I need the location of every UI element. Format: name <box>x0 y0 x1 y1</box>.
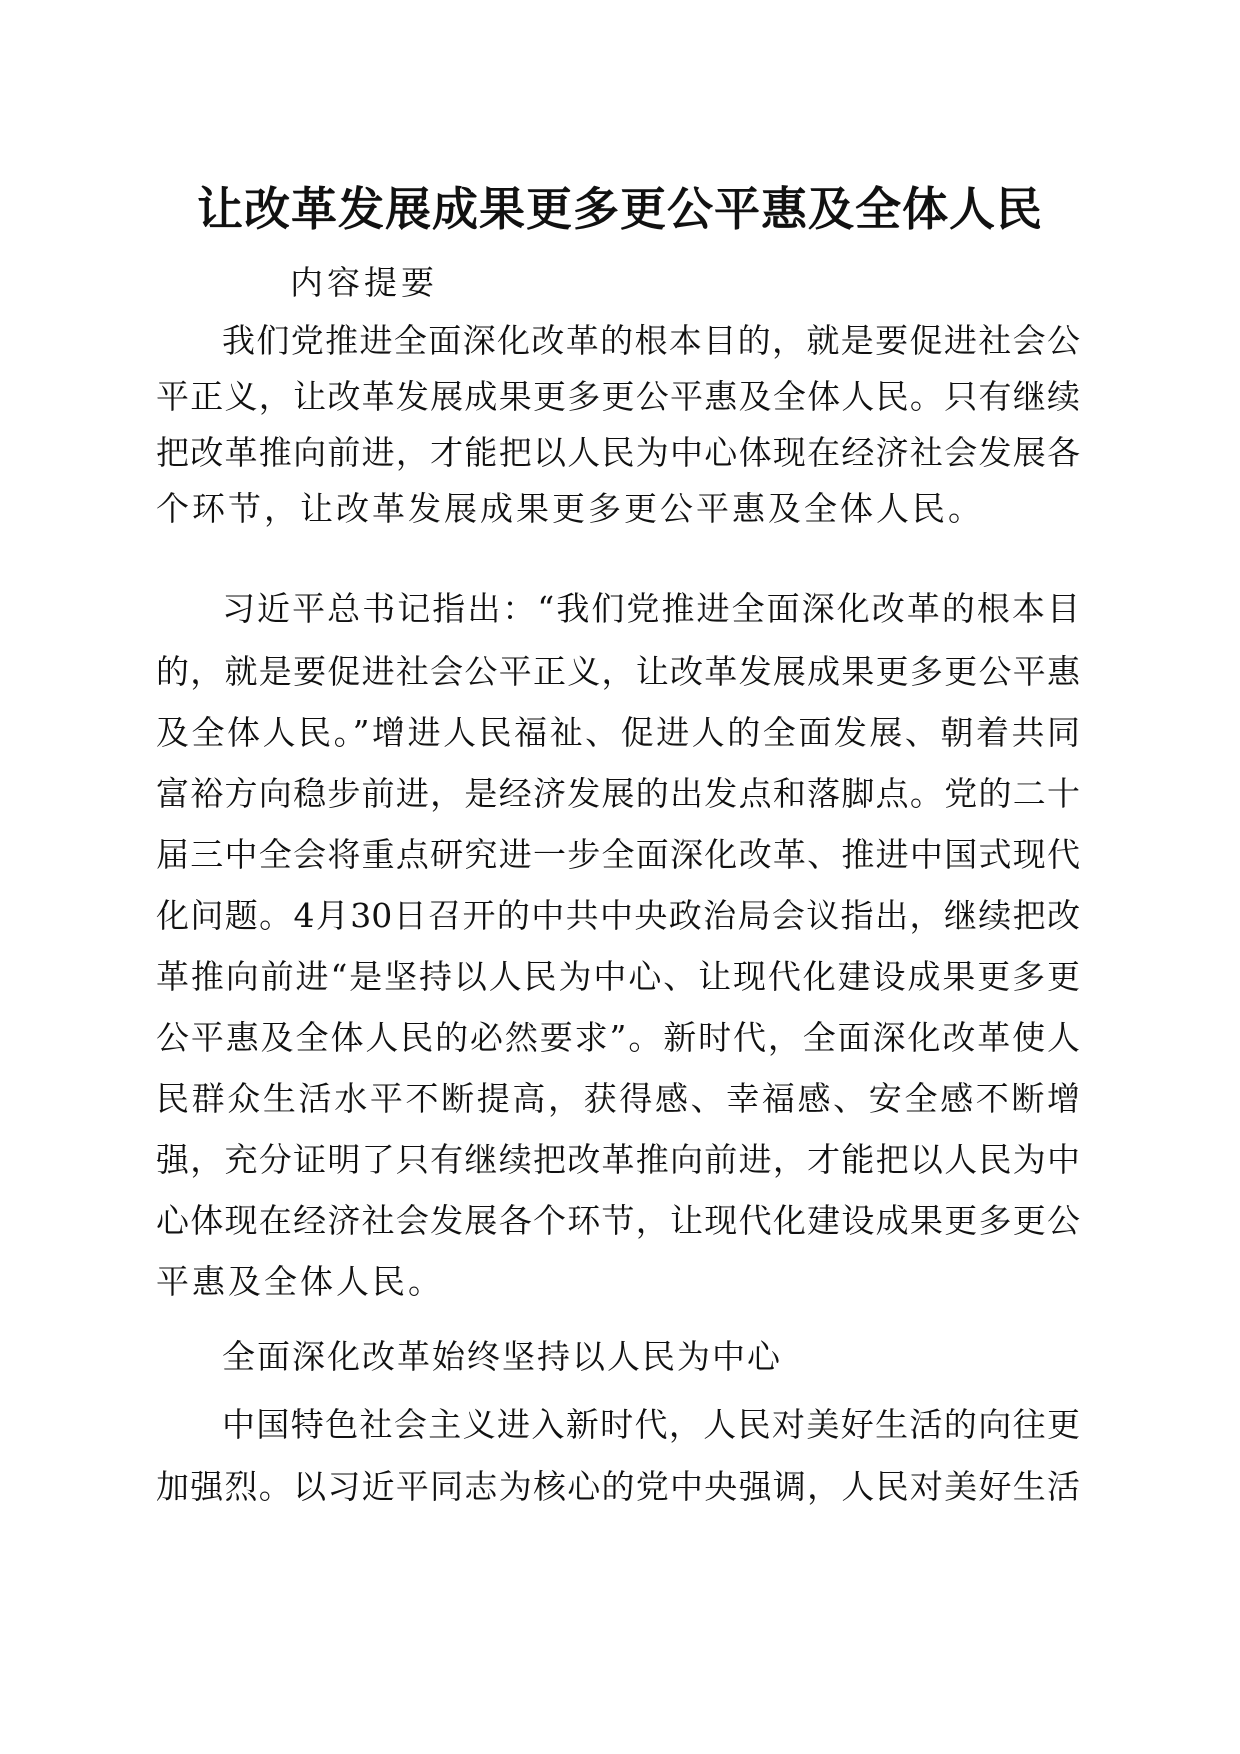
paragraph-line: 平惠及全体人民。 <box>156 1262 444 1301</box>
paragraph-line: 个环节，让改革发展成果更多更公平惠及全体人民。 <box>156 489 984 528</box>
paragraph-line: 我们党推进全面深化改革的根本目的，就是要促进社会公 <box>222 321 1080 360</box>
paragraph-line: 心体现在经济社会发展各个环节，让现代化建设成果更多更公 <box>156 1201 1080 1240</box>
paragraph-line: 届三中全会将重点研究进一步全面深化改革、推进中国式现代 <box>156 835 1080 874</box>
paragraph-line: 的，就是要促进社会公平正义，让改革发展成果更多更公平惠 <box>156 652 1080 691</box>
paragraph-line: 化问题。4月30日召开的中共中央政治局会议指出，继续把改 <box>156 896 1080 935</box>
document-title: 让改革发展成果更多更公平惠及全体人民 <box>197 182 1043 236</box>
paragraph-line: 富裕方向稳步前进，是经济发展的出发点和落脚点。党的二十 <box>156 774 1080 813</box>
paragraph-line: 把改革推向前进，才能把以人民为中心体现在经济社会发展各 <box>156 433 1080 472</box>
paragraph-line: 及全体人民。”增进人民福祉、促进人的全面发展、朝着共同 <box>156 713 1080 752</box>
paragraph-line: 加强烈。以习近平同志为核心的党中央强调，人民对美好生活 <box>156 1467 1080 1506</box>
section-heading: 全面深化改革始终坚持以人民为中心 <box>222 1337 782 1376</box>
paragraph-line: 民群众生活水平不断提高，获得感、幸福感、安全感不断增 <box>156 1079 1080 1118</box>
paragraph-line: 强，充分证明了只有继续把改革推向前进，才能把以人民为中 <box>156 1140 1080 1179</box>
summary-label: 内容提要 <box>290 263 438 302</box>
paragraph-line: 革推向前进“是坚持以人民为中心、让现代化建设成果更多更 <box>156 957 1080 996</box>
paragraph-line: 习近平总书记指出：“我们党推进全面深化改革的根本目 <box>222 589 1080 628</box>
paragraph-line: 公平惠及全体人民的必然要求”。新时代，全面深化改革使人 <box>156 1018 1080 1057</box>
paragraph-line: 中国特色社会主义进入新时代，人民对美好生活的向往更 <box>222 1405 1080 1444</box>
paragraph-line: 平正义，让改革发展成果更多更公平惠及全体人民。只有继续 <box>156 377 1080 416</box>
